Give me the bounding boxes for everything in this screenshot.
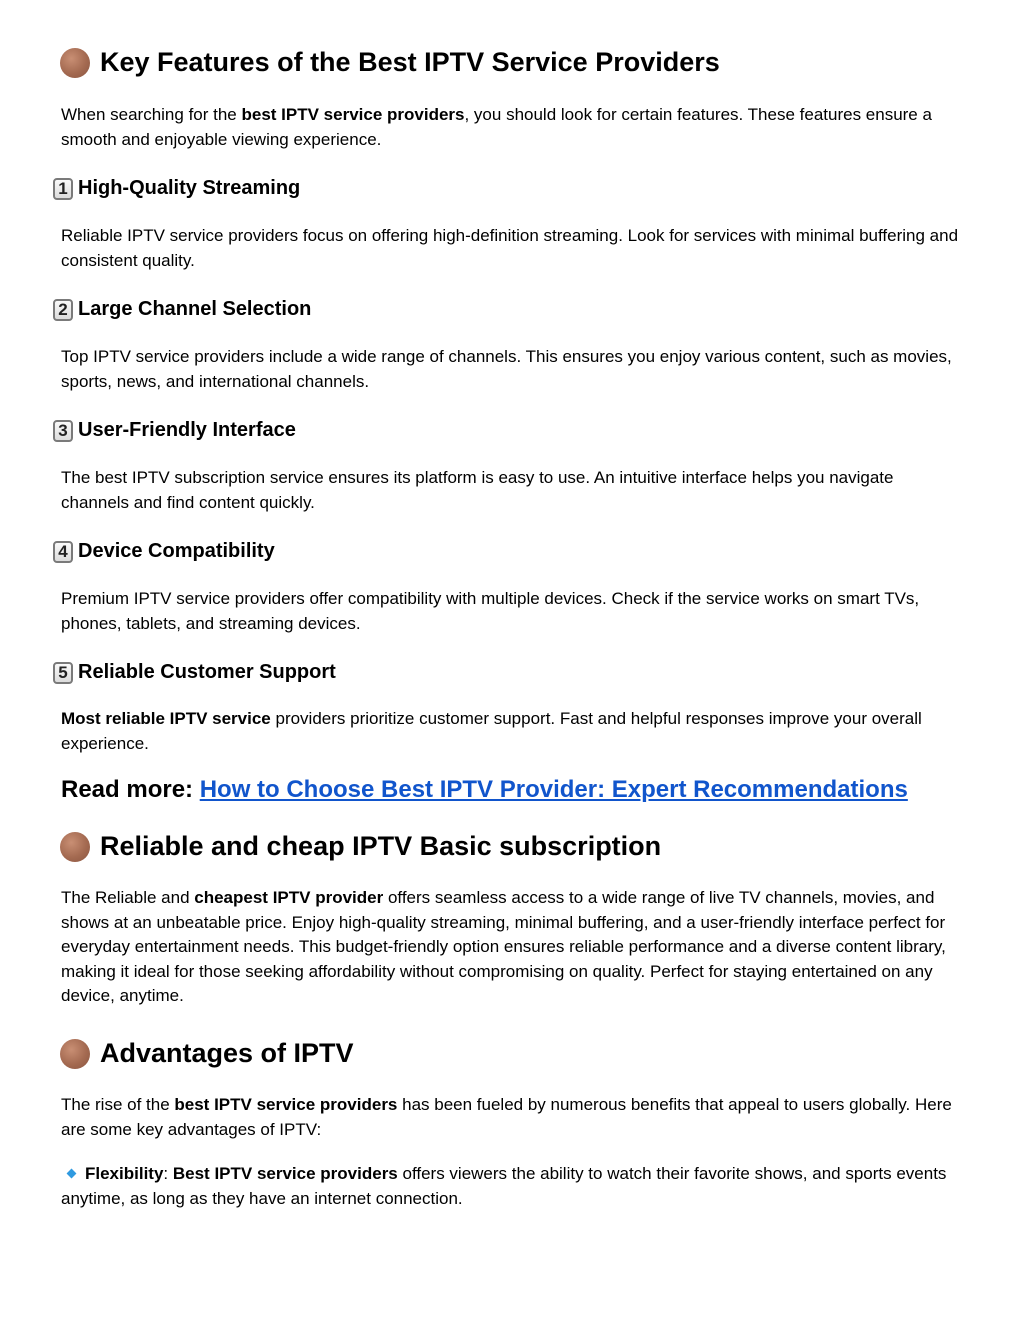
read-more-label: Read more:	[61, 776, 200, 803]
feature-title: User-Friendly Interface	[78, 419, 296, 441]
intro-paragraph: When searching for the best IPTV service providers, you should look for certain features. These features ensure a smooth and enjoyable viewing experience.	[61, 105, 932, 149]
keycap-digit-icon: 1	[53, 178, 73, 200]
feature-paragraph-4: Premium IPTV service providers offer compatibility with multiple devices. Check if the service works on smart TVs, phones, tablets, and streaming devices.	[61, 589, 920, 633]
feature-paragraph-2: Top IPTV service providers include a wide range of channels. This ensures you enjoy various content, such as movies, sports, news, and international channels.	[61, 347, 952, 391]
feature-heading-4	[53, 540, 275, 563]
section-heading-basic-subscription	[60, 831, 661, 862]
keycap-digit-icon: 5	[53, 662, 73, 684]
feature-heading-1	[53, 177, 300, 200]
brown-circle-icon	[60, 832, 90, 862]
subscription-paragraph: The Reliable and cheapest IPTV provider offers seamless access to a wide range of live TV channels, movies, and shows at an unbeatable price. Enjoy high-quality streaming, minimal buffering, and a user-friendly interface perfect for everyday entertainment needs. This budget-friendly option ensures reliable performance and a diverse content library, making it ideal for those seeking affordability without compromising on quality. Perfect for staying entertained on any device, anytime.	[61, 888, 946, 1005]
heading-text: Reliable and cheap IPTV Basic subscription	[100, 831, 662, 861]
read-more-link[interactable]: How to Choose Best IPTV Provider: Expert Recommendations	[199, 776, 908, 803]
feature-title: Large Channel Selection	[78, 298, 312, 320]
feature-title: Device Compatibility	[78, 540, 275, 562]
section-heading-key-features	[60, 47, 720, 78]
heading-text: Advantages of IPTV	[100, 1038, 354, 1068]
section-heading-advantages	[60, 1038, 354, 1069]
list-item-flexibility: Flexibility: Best IPTV service providers offers viewers the ability to watch their favorite shows, and sports events anytime, as long as they have an internet connection.	[61, 1164, 947, 1208]
feature-paragraph-3: The best IPTV subscription service ensures its platform is easy to use. An intuitive interface helps you navigate channels and find content quickly.	[61, 468, 894, 512]
keycap-digit-icon: 3	[53, 420, 73, 442]
small-blue-diamond-icon	[67, 1169, 77, 1179]
feature-paragraph-1: Reliable IPTV service providers focus on offering high-definition streaming. Look for services with minimal buffering and consistent quality.	[61, 226, 959, 270]
advantages-intro-paragraph: The rise of the best IPTV service providers has been fueled by numerous benefits that appeal to users globally. Here are some key advantages of IPTV:	[61, 1095, 952, 1139]
feature-title: Reliable Customer Support	[78, 661, 336, 683]
feature-paragraph-5: Most reliable IPTV service providers prioritize customer support. Fast and helpful responses improve your overall experience.	[61, 709, 922, 753]
heading-text: Key Features of the Best IPTV Service Providers	[100, 47, 720, 77]
keycap-digit-icon: 2	[53, 299, 73, 321]
feature-heading-2	[53, 298, 311, 321]
read-more-line	[61, 776, 908, 804]
keycap-digit-icon: 4	[53, 541, 73, 563]
feature-heading-3	[53, 419, 296, 442]
brown-circle-icon	[60, 48, 90, 78]
feature-heading-5	[53, 661, 336, 684]
brown-circle-icon	[60, 1039, 90, 1069]
feature-title: High-Quality Streaming	[78, 177, 301, 199]
